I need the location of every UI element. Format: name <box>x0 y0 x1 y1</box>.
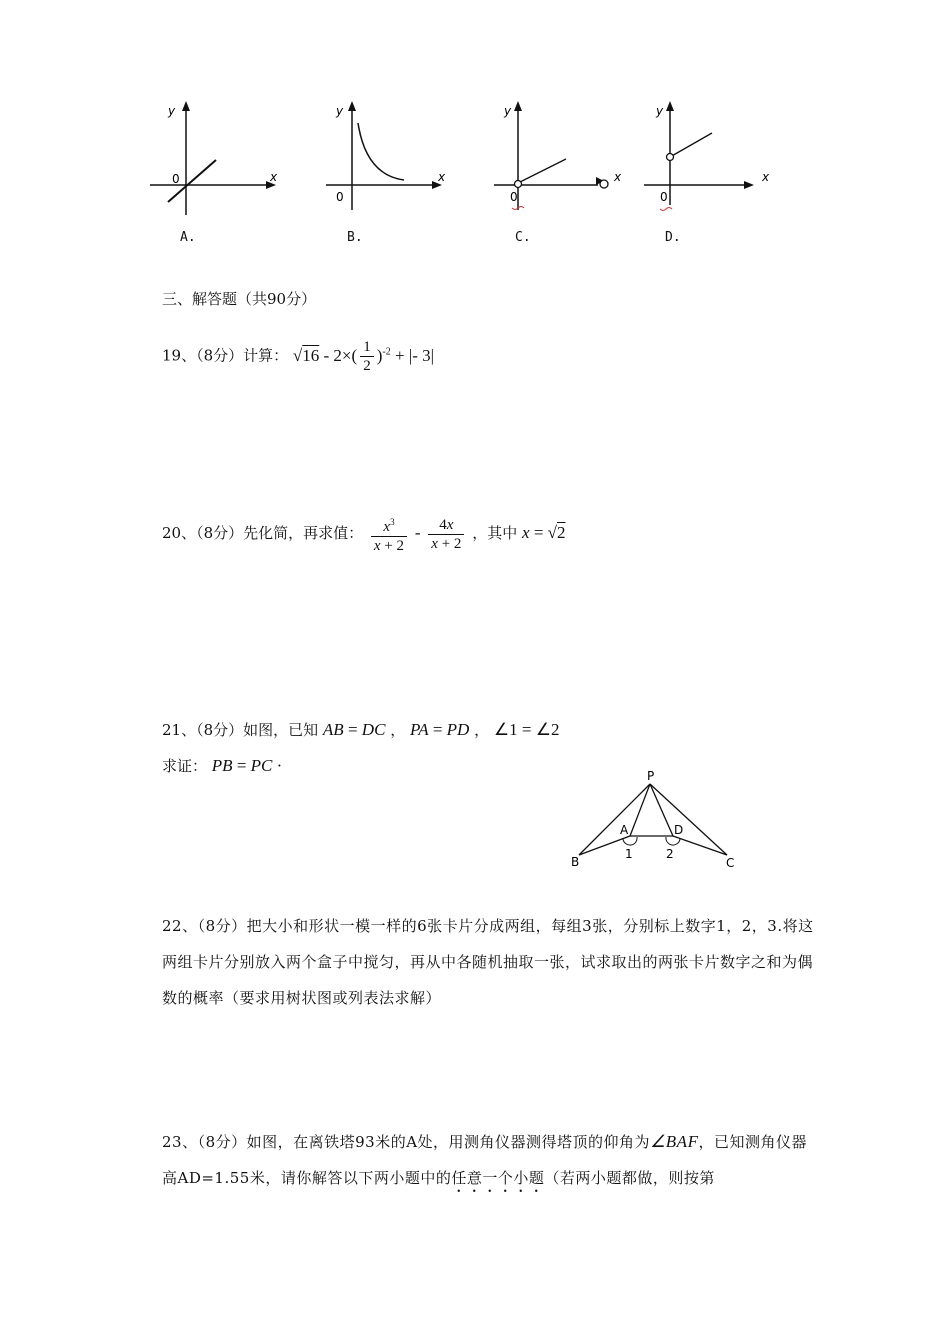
option-c-label: C. <box>515 230 531 245</box>
y-axis-label: y <box>504 104 512 118</box>
graph-a <box>150 95 290 215</box>
label-angle-2: 2 <box>666 847 674 861</box>
y-axis-label: y <box>168 104 176 118</box>
question-20: 20、（8分）先化简，再求值： $\frac{x^3}{x + 2}$ - $\frac{4x}{x + 2}$ ，其中 x = √2 <box>162 508 565 558</box>
q20-fraction-2: $\frac{4x}{x + 2}$ <box>428 516 464 553</box>
q20-fraction-1: $\frac{x^3}{x + 2}$ <box>371 513 407 555</box>
origin-label: 0 <box>660 190 668 204</box>
graph-c <box>486 95 626 220</box>
y-axis-label: y <box>336 104 344 118</box>
label-b: B <box>571 855 580 869</box>
question-21: 21、（8分）如图，已知 AB = DC ， PA = PD ， ∠1 = ∠2 <box>162 720 560 739</box>
label-d: D <box>674 823 684 837</box>
question-23: 23、（8分）如图，在离铁塔93米的A处，用测角仪器测得塔顶的仰角为∠BAF，已知测角仪器高AD=1.55米，请你解答以下两小题中的任意一个小题（若两小题都做，则按第 <box>162 1132 807 1187</box>
origin-label: 0 <box>172 172 180 186</box>
q23-part3: （若两小题都做，则按第 <box>544 1169 715 1187</box>
q23-part2: ，已知测角仪器高AD=1.55米，请你解答以下两小题中的 <box>162 1133 807 1187</box>
q19-expression: √16 - 2×( $\frac{1}{2}$ )$^{-2}$ + |- 3| <box>292 339 435 375</box>
q20-middle: ，其中 <box>472 524 518 542</box>
label-c: C <box>726 856 735 870</box>
q20-condition: x <box>522 523 530 542</box>
origin-label: 0 <box>336 190 344 204</box>
origin-label: 0 <box>510 190 518 204</box>
question-19 <box>162 330 434 374</box>
q21-prove-label: 求证： <box>162 757 208 775</box>
q23-part1: 23、（8分）如图，在离铁塔93米的A处，用测角仪器测得塔顶的仰角为 <box>162 1133 651 1151</box>
question-22: 22、（8分）把大小和形状一模一样的6张卡片分成两组，每组3张，分别标上数字1，2，3.将这两组卡片分别放入两个盒子中搅匀，再从中各随机抽取一张，试求取出的两张卡片数字之和为偶数的概率（要求用树状图或列表法求解） <box>162 917 814 1007</box>
y-axis-label: y <box>656 104 664 118</box>
label-a: A <box>620 823 629 837</box>
q21-prefix: 21、（8分）如图，已知 <box>162 721 319 739</box>
q19-prefix: 19、（8分）计算： <box>162 346 289 365</box>
x-axis-label: x <box>270 170 278 184</box>
x-axis-label: x <box>762 170 770 184</box>
q20-prefix: 20、（8分）先化简，再求值： <box>162 524 364 542</box>
x-axis-label: x <box>614 170 622 184</box>
x-axis-label: x <box>438 170 446 184</box>
q21-figure <box>565 768 755 878</box>
option-d-label: D. <box>665 230 681 245</box>
question-21-prove: 求证： PB = PC · <box>162 756 283 775</box>
label-angle-1: 1 <box>625 847 633 861</box>
q23-emphasis: 任意一个小题 <box>451 1169 545 1187</box>
option-a-label: A. <box>180 230 196 245</box>
option-b-label: B. <box>347 230 363 245</box>
graph-d <box>640 95 780 220</box>
label-p: P <box>647 769 655 783</box>
graph-b <box>318 95 458 215</box>
section-heading: 三、解答题（共90分） <box>162 290 317 308</box>
